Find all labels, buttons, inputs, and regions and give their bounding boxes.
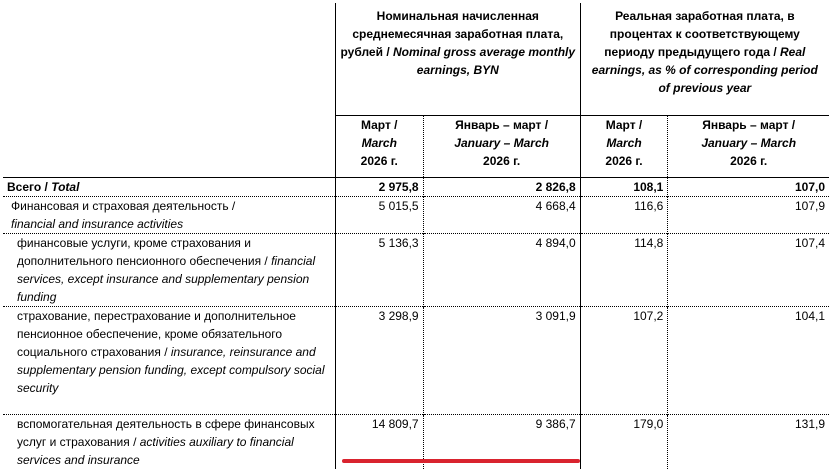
table-row-financial-services [3, 233, 829, 306]
subheader-blank-cell [3, 115, 335, 177]
red-underline-highlight [342, 459, 580, 463]
subheader-real-march: Март / March 2026 г. [580, 115, 668, 177]
subheader-real-jan-mar: Январь – март / January – March 2026 г. [668, 115, 829, 177]
row-label-auxiliary: вспомогательная деятельность в сфере финансовых услуг и страхования / activities auxiliary to financial services and insurance [3, 414, 335, 469]
cell-value: 107,2 [580, 306, 668, 414]
real-header-en: Real earnings, as % of corresponding period of previous year [591, 45, 818, 95]
cell-value: 179,0 [580, 414, 668, 469]
cell-value: 114,8 [580, 233, 668, 306]
cell-value: 107,9 [668, 196, 829, 233]
nominal-earnings-header: Номинальная начисленная среднемесячная заработная плата, рублей / Nominal gross average monthly earnings, BYN [335, 3, 580, 115]
row-label-financial-insurance: Финансовая и страховая деятельность / financial and insurance activities [3, 196, 335, 233]
cell-value: 2 975,8 [335, 177, 423, 196]
cell-value: 131,9 [668, 414, 829, 469]
cell-value: 104,1 [668, 306, 829, 414]
cell-value: 4 668,4 [423, 196, 580, 233]
nominal-header-en: Nominal gross average monthly earnings, BYN [393, 45, 576, 77]
cell-value: 108,1 [580, 177, 668, 196]
cell-value: 5 136,3 [335, 233, 423, 306]
row-label-financial-services: финансовые услуги, кроме страхования и дополнительного пенсионного обеспечения / financial services, except insurance and supplementary pension funding [3, 233, 335, 306]
row-label-insurance: страхование, перестрахование и дополнительное пенсионное обеспечение, кроме обязательного социального страхования / insurance, reinsurance and supplementary pension funding, except compulsory social security [3, 306, 335, 414]
nominal-header-ru: Номинальная начисленная среднемесячная заработная плата, рублей [340, 9, 564, 59]
table-row-insurance [3, 306, 829, 414]
cell-value: 107,4 [668, 233, 829, 306]
subheader-nominal-jan-mar: Январь – март / January – March 2026 г. [423, 115, 580, 177]
cell-value: 2 826,8 [423, 177, 580, 196]
cell-value: 4 894,0 [423, 233, 580, 306]
cell-value: 5 015,5 [335, 196, 423, 233]
cell-value: 116,6 [580, 196, 668, 233]
cell-value: 107,0 [668, 177, 829, 196]
table-row-total [3, 177, 829, 196]
table-row-financial-insurance [3, 196, 829, 233]
cell-value: 3 298,9 [335, 306, 423, 414]
real-earnings-header: Реальная заработная плата, в процентах к соответствующему периоду предыдущего года / Real earnings, as % of corresponding period of previous year [580, 3, 829, 115]
cell-value: 9 386,7 [423, 414, 580, 469]
cell-value: 14 809,7 [335, 414, 423, 469]
row-label-total: Всего / Total [7, 179, 80, 194]
earnings-table [3, 3, 829, 469]
cell-value: 3 091,9 [423, 306, 580, 414]
real-header-ru: Реальная заработная плата, в процентах к соответствующему периоду предыдущего года [604, 9, 800, 59]
subheader-nominal-march: Март / March 2026 г. [335, 115, 423, 177]
header-blank-cell [3, 3, 335, 115]
